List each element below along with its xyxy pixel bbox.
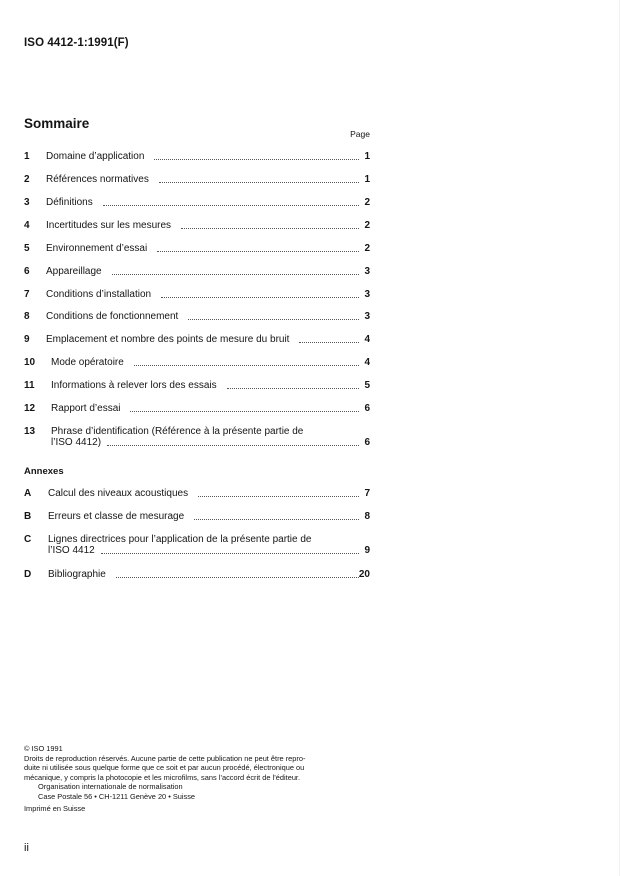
toc-label-continued: l’ISO 4412	[48, 545, 95, 556]
toc-label: Appareillage	[46, 266, 102, 277]
copyright-line: © ISO 1991	[24, 744, 63, 753]
toc-label: Bibliographie	[48, 569, 106, 580]
toc-number: 11	[24, 380, 35, 391]
toc-leader-dots	[198, 496, 359, 497]
toc-number: 1	[24, 151, 30, 162]
toc-page-number: 4	[364, 334, 370, 345]
toc-label: Environnement d’essai	[46, 243, 148, 254]
toc-leader-dots	[116, 577, 359, 578]
copyright-block	[24, 744, 384, 814]
toc-page-number: 20	[358, 569, 370, 580]
toc-number: A	[24, 488, 32, 499]
toc-number: 2	[24, 174, 30, 185]
page-column-label: Page	[350, 129, 370, 139]
toc-label: Rapport d’essai	[51, 403, 121, 414]
toc-label: Informations à relever lors des essais	[51, 380, 217, 391]
toc-leader-dots	[112, 274, 359, 275]
toc-page-number: 3	[364, 311, 370, 322]
page-title: Sommaire	[24, 116, 90, 131]
toc-label: Lignes directrices pour l’application de la présente partie de	[48, 534, 312, 545]
organisation-name: Organisation internationale de normalisation	[38, 782, 183, 791]
toc-number: C	[24, 534, 32, 545]
toc-page-number: 2	[364, 243, 370, 254]
toc-page-number: 9	[364, 545, 370, 556]
toc-page-number: 6	[364, 403, 370, 414]
toc-number: 7	[24, 289, 30, 300]
rights-line-1: Droits de reproduction réservés. Aucune partie de cette publication ne peut être repro-	[24, 753, 306, 763]
toc-leader-dots	[161, 297, 359, 298]
standard-id: ISO 4412-1:1991(F)	[24, 37, 129, 49]
toc-leader-dots	[130, 411, 359, 412]
toc-leader-dots	[157, 251, 359, 252]
toc-leader-dots	[227, 388, 359, 389]
toc-number: D	[24, 569, 32, 580]
toc-label-continued: l’ISO 4412)	[51, 437, 102, 448]
toc-leader-dots	[107, 445, 359, 446]
toc-page-number: 7	[364, 488, 370, 499]
toc-label: Domaine d’application	[46, 151, 145, 162]
toc-leader-dots	[101, 553, 359, 554]
toc-leader-dots	[188, 319, 359, 320]
annexes-heading: Annexes	[24, 466, 64, 477]
toc-number: 12	[24, 403, 36, 414]
toc-label: Emplacement et nombre des points de mesure du bruit	[46, 334, 290, 345]
printed-in: Imprimé en Suisse	[24, 804, 86, 813]
toc-number: 5	[24, 243, 30, 254]
organisation-address: Case Postale 56 • CH-1211 Genève 20 • Suisse	[38, 791, 196, 801]
toc-number: 8	[24, 311, 30, 322]
toc-leader-dots	[103, 205, 359, 206]
toc-leader-dots	[159, 182, 359, 183]
toc-number: 6	[24, 266, 30, 277]
toc-leader-dots	[194, 519, 359, 520]
toc-number: 3	[24, 197, 30, 208]
rights-line-2: duite ni utilisée sous quelque forme que ce soit et par aucun procédé, électronique ou	[24, 763, 305, 772]
toc-page-number: 3	[364, 266, 370, 277]
toc-leader-dots	[154, 159, 359, 160]
toc-leader-dots	[134, 365, 359, 366]
toc-label: Conditions d’installation	[46, 289, 152, 300]
toc-page-number: 8	[364, 511, 370, 522]
toc-number: 4	[24, 220, 30, 231]
toc-label: Calcul des niveaux acoustiques	[48, 488, 189, 499]
toc-page-number: 2	[364, 197, 370, 208]
toc-label: Conditions de fonctionnement	[46, 311, 179, 322]
rights-line-3: mécanique, y compris la photocopie et les microfilms, sans l’accord écrit de l’éditeur.	[24, 772, 301, 782]
toc-page-number: 1	[364, 151, 370, 162]
page-number: ii	[24, 842, 29, 854]
toc-page-number: 2	[364, 220, 370, 231]
toc-page-number: 1	[364, 174, 370, 185]
toc-number: 9	[24, 334, 30, 345]
toc-label: Erreurs et classe de mesurage	[48, 511, 185, 522]
toc-number: 13	[24, 426, 36, 437]
toc-label: Phrase d’identification (Référence à la présente partie de	[51, 426, 304, 437]
toc-label: Incertitudes sur les mesures	[46, 220, 172, 231]
toc-page-number: 4	[364, 357, 370, 368]
toc-label: Références normatives	[46, 174, 149, 185]
toc-label: Mode opératoire	[51, 357, 124, 368]
toc-page-number: 3	[364, 289, 370, 300]
toc-number: B	[24, 511, 32, 522]
toc-label: Définitions	[46, 197, 93, 208]
toc-page-number: 6	[364, 437, 370, 448]
toc-number: 10	[24, 357, 36, 368]
toc-page-number: 5	[364, 380, 370, 391]
toc-leader-dots	[181, 228, 359, 229]
toc-leader-dots	[299, 342, 359, 343]
